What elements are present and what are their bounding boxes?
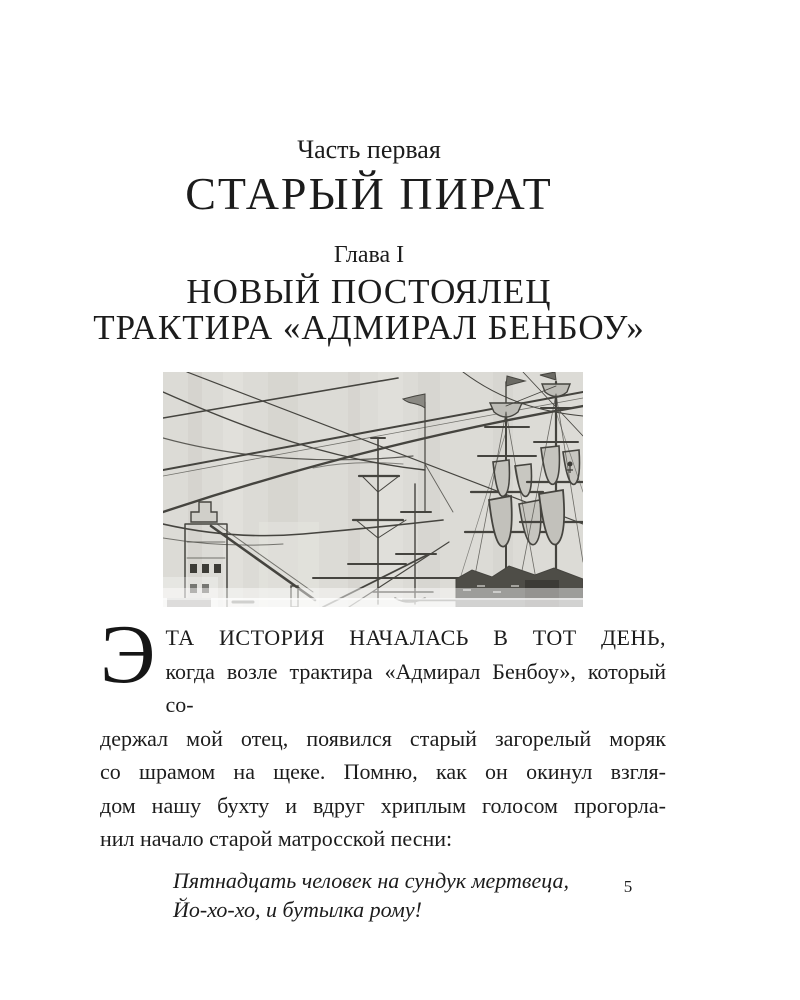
paragraph-line: держал мой отец, появился старый загорелый моряк: [100, 725, 666, 751]
paragraph-line: со шрамом на щеке. Помню, как он окинул взгля-: [100, 759, 666, 784]
part-title: СТАРЫЙ ПИРАТ: [185, 168, 553, 219]
paragraph-line: когда возле трактира «Адмирал Бенбоу», который со-: [165, 658, 666, 717]
harbor-illustration: [163, 372, 583, 607]
harbor-ships-ink-sketch-icon: [163, 372, 583, 607]
chapter-title: [86, 274, 652, 346]
verse-line-2: Йо-хо-хо, и бутылка рому!: [173, 896, 422, 922]
paragraph-line: ТА ИСТОРИЯ НАЧАЛАСЬ В ТОТ ДЕНЬ,: [165, 625, 666, 650]
part-label: Часть первая: [297, 135, 441, 164]
page-number: 5: [623, 877, 633, 896]
chapter-title-line-2: ТРАКТИРА «АДМИРАЛ БЕНБОУ»: [93, 308, 645, 347]
paragraph-line: нил начало старой матросской песни:: [100, 826, 453, 851]
chapter-title-line-1: НОВЫЙ ПОСТОЯЛЕЦ: [186, 272, 552, 311]
text-column: [93, 0, 666, 924]
drop-cap: Э: [100, 608, 156, 701]
verse-line-1: Пятнадцать человек на сундук мертвеца,: [173, 867, 569, 893]
sea-song-verse: [173, 866, 666, 924]
paragraph-line: дом нашу бухту и вдруг хриплым голосом прогорла-: [100, 792, 666, 818]
opening-paragraph: [100, 608, 666, 856]
chapter-label: Глава I: [333, 242, 405, 268]
